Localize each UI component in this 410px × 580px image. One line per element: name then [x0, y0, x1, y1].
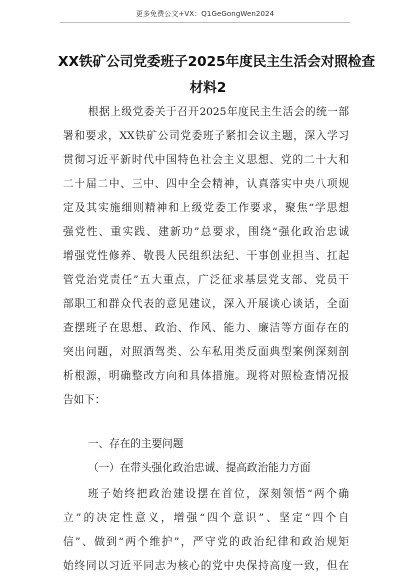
paragraph-line: 贯彻习近平新时代中国特色社会主义思想、党的二十大和	[63, 154, 349, 166]
paragraph-line: 信”、做到“两个维护”，严守党的政治纪律和政治规矩	[63, 536, 349, 548]
paragraph-line: 管党治党责任”五大重点，广泛征求基层党支部、党员干	[63, 274, 349, 286]
paragraph-line: 查摆班子在思想、政治、作风、能力、廉洁等方面存在的	[63, 322, 349, 334]
paragraph-line: 析根源，明确整改方向和具体措施。现将对照检查情况报	[63, 370, 349, 382]
paragraph-line: 始终同以习近平同志为核心的党中央保持高度一致，但在	[63, 560, 349, 572]
document-title-line-1: XX铁矿公司党委班子2025年度民主生活会对照检查	[58, 54, 376, 70]
paragraph-line: 部职工和群众代表的意见建议，深入开展谈心谈话，全面	[63, 298, 349, 310]
document-title-line-2: 材料2	[189, 80, 227, 96]
header-divider	[60, 22, 350, 23]
paragraph-line: 二十届二中、三中、四中全会精神，认真落实中央八项规	[63, 178, 349, 190]
paragraph-line: 告如下：	[63, 394, 106, 406]
paragraph-line: 署和要求，XX铁矿公司党委班子紧扣会议主题，深入学习	[63, 130, 349, 142]
paragraph-line: 立”的决定性意义，增强“四个意识”、坚定“四个自	[63, 512, 349, 524]
paragraph-line: 突出问题，对照酒驾类、公车私用类反面典型案例深刻剖	[63, 346, 349, 358]
section-heading: 一、存在的主要问题	[88, 438, 184, 450]
paragraph-line: 强党性、重实践、建新功”总要求，围绕“强化政治忠诚	[63, 226, 349, 238]
paragraph-line: 定及其实施细则精神和上级党委工作要求，聚焦“学思想	[63, 202, 349, 214]
paragraph-line: 班子始终把政治建设摆在首位，深刻领悟“两个确	[88, 488, 349, 500]
section-subheading: （一）在带头强化政治忠诚、提高政治能力方面	[88, 462, 311, 474]
paragraph-line: 根据上级党委关于召开2025年度民主生活会的统一部	[88, 106, 349, 118]
paragraph-line: 增强党性修养、敬畏人民组织法纪、干事创业担当、扛起	[63, 250, 349, 262]
header-watermark-note: 更多免费公文+VX：Q1GeGongWen2024	[135, 10, 275, 18]
